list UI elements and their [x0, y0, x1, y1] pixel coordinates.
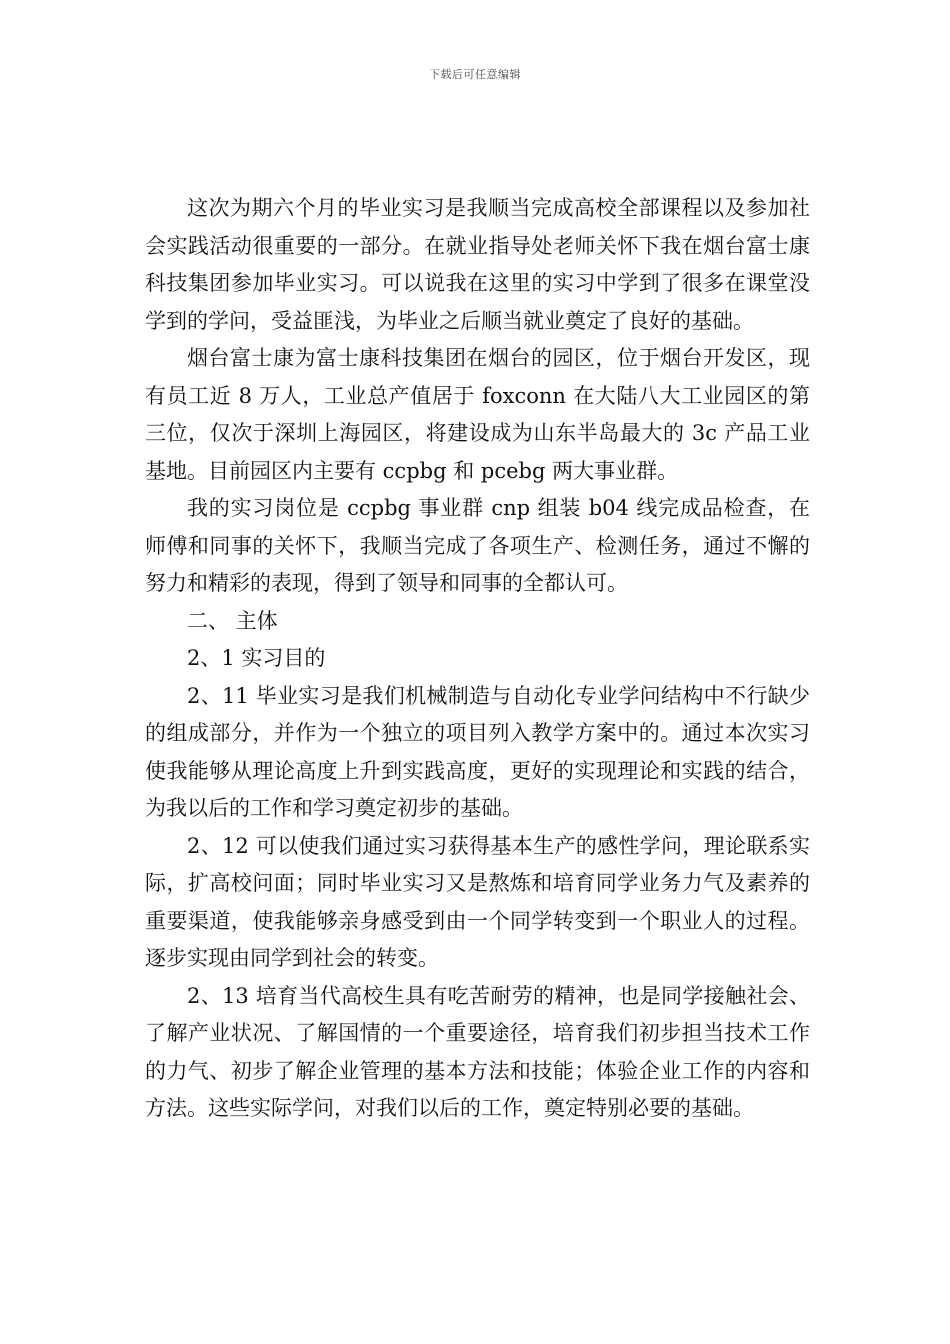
paragraph-2-13: 2、13 培育当代高校生具有吃苦耐劳的精神，也是同学接触社会、了解产业状况、了解国情的一个重要途径，培育我们初步担当技术工作的力气、初步了解企业管理的基本方法和技能；体验企业工作的内容和方法。这些实际学问，对我们以后的工作，奠定特别必要的基础。 — [145, 983, 810, 1120]
page-header: 下载后可任意编辑 — [429, 68, 521, 81]
paragraph-intro: 这次为期六个月的毕业实习是我顺当完成高校全部课程以及参加社会实践活动很重要的一部分。在就业指导处老师关怀下我在烟台富士康科技集团参加毕业实习。可以说我在这里的实习中学到了很多在课堂没学到的学问，受益匪浅，为毕业之后顺当就业奠定了良好的基础。 — [145, 196, 810, 333]
document-body — [145, 190, 810, 1128]
paragraph-company: 烟台富士康为富士康科技集团在烟台的园区，位于烟台开发区，现有员工近 8 万人，工业总产值居于 foxconn 在大陆八大工业园区的第三位，仅次于深圳上海园区，将建设成为山东半岛最大的 3c 产品工业基地。目前园区内主要有 ccpbg 和 pcebg 两大事业群。 — [145, 346, 810, 483]
section-heading-main: 二、 主体 — [187, 608, 278, 633]
paragraph-position: 我的实习岗位是 ccpbg 事业群 cnp 组装 b04 线完成品检查，在师傅和同事的关怀下，我顺当完成了各项生产、检测任务，通过不懈的努力和精彩的表现，得到了领导和同事的全都认可。 — [145, 496, 810, 595]
paragraph-2-11: 2、11 毕业实习是我们机械制造与自动化专业学问结构中不行缺少的组成部分，并作为一个独立的项目列入教学方案中的。通过本次实习使我能够从理论高度上升到实践高度，更好的实现理论和实践的结合，为我以后的工作和学习奠定初步的基础。 — [145, 683, 810, 820]
subsection-heading-purpose: 2、1 实习目的 — [187, 646, 326, 670]
paragraph-2-12: 2、12 可以使我们通过实习获得基本生产的感性学问，理论联系实际，扩高校问面；同时毕业实习又是熬炼和培育同学业务力气及素养的重要渠道，使我能够亲身感受到由一个同学转变到一个职业人的过程。逐步实现由同学到社会的转变。 — [145, 833, 810, 970]
